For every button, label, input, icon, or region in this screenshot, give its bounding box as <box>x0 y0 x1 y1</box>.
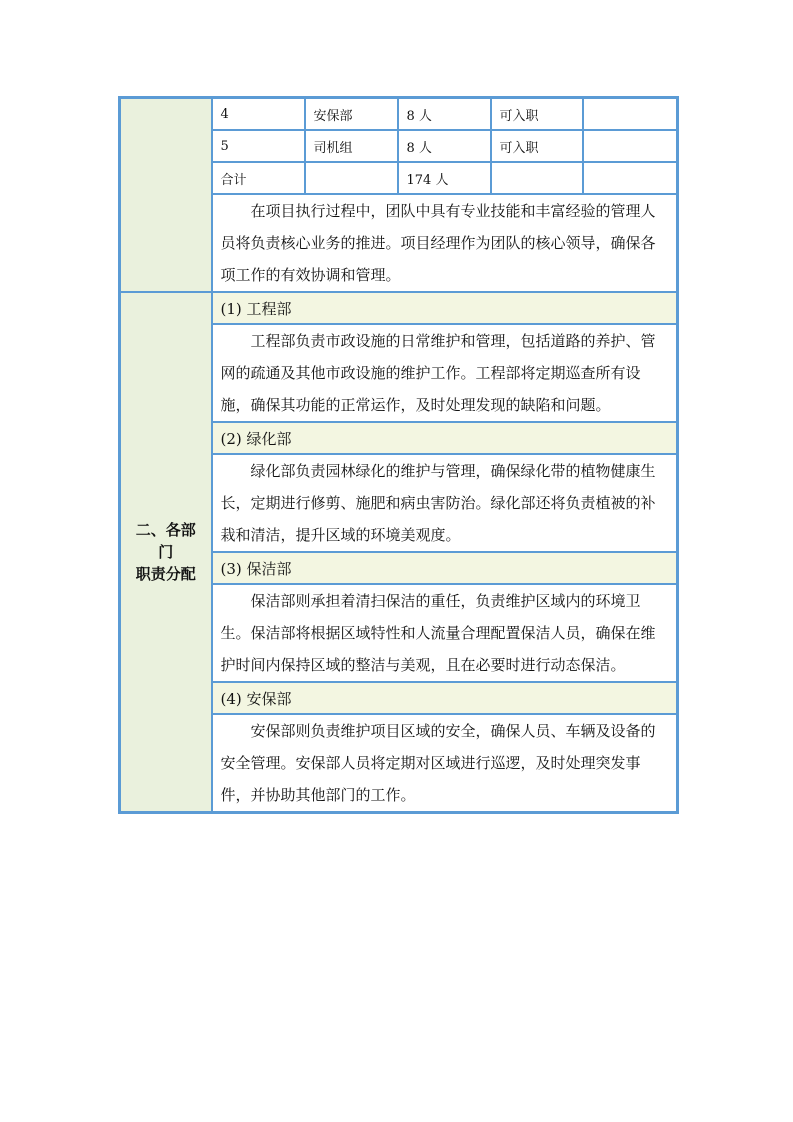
dept-heading: (1) 工程部 <box>212 292 678 324</box>
section2-title <box>120 292 212 813</box>
staff-dept: 安保部 <box>305 98 398 131</box>
dept-text: 工程部负责市政设施的日常维护和管理，包括道路的养护、管网的疏通及其他市政设施的维护工作。工程部将定期巡查所有设施，确保其功能的正常运作，及时处理发现的缺陷和问题。 <box>212 324 678 422</box>
dept-heading: (4) 安保部 <box>212 682 678 714</box>
staff-note <box>583 98 678 131</box>
total-empty <box>583 162 678 194</box>
section2-title-line2: 职责分配 <box>135 565 196 583</box>
section2-title-line1: 二、各部门 <box>135 521 196 561</box>
total-empty <box>491 162 583 194</box>
staff-note <box>583 130 678 162</box>
dept-text: 安保部则负责维护项目区域的安全，确保人员、车辆及设备的安全管理。安保部人员将定期对区域进行巡逻，及时处理突发事件，并协助其他部门的工作。 <box>212 714 678 813</box>
section1-side-cell <box>120 98 212 293</box>
staff-status: 可入职 <box>491 98 583 131</box>
dept-heading: (3) 保洁部 <box>212 552 678 584</box>
dept-text: 保洁部则承担着清扫保洁的重任，负责维护区域内的环境卫生。保洁部将根据区域特性和人流量合理配置保洁人员，确保在维护时间内保持区域的整洁与美观，且在必要时进行动态保洁。 <box>212 584 678 682</box>
staff-count: 8 人 <box>398 130 491 162</box>
dept-heading: (2) 绿化部 <box>212 422 678 454</box>
team-paragraph: 在项目执行过程中，团队中具有专业技能和丰富经验的管理人员将负责核心业务的推进。项目经理作为团队的核心领导，确保各项工作的有效协调和管理。 <box>212 194 678 292</box>
staff-no: 5 <box>212 130 305 162</box>
staff-row <box>120 98 678 131</box>
staff-count: 8 人 <box>398 98 491 131</box>
staff-status: 可入职 <box>491 130 583 162</box>
total-count: 174 人 <box>398 162 491 194</box>
total-label: 合计 <box>212 162 305 194</box>
dept-text: 绿化部负责园林绿化的维护与管理，确保绿化带的植物健康生长，定期进行修剪、施肥和病虫害防治。绿化部还将负责植被的补栽和清洁，提升区域的环境美观度。 <box>212 454 678 552</box>
total-empty <box>305 162 398 194</box>
staff-dept: 司机组 <box>305 130 398 162</box>
subheading-row <box>120 292 678 324</box>
responsibility-table <box>118 96 679 814</box>
staff-no: 4 <box>212 98 305 131</box>
